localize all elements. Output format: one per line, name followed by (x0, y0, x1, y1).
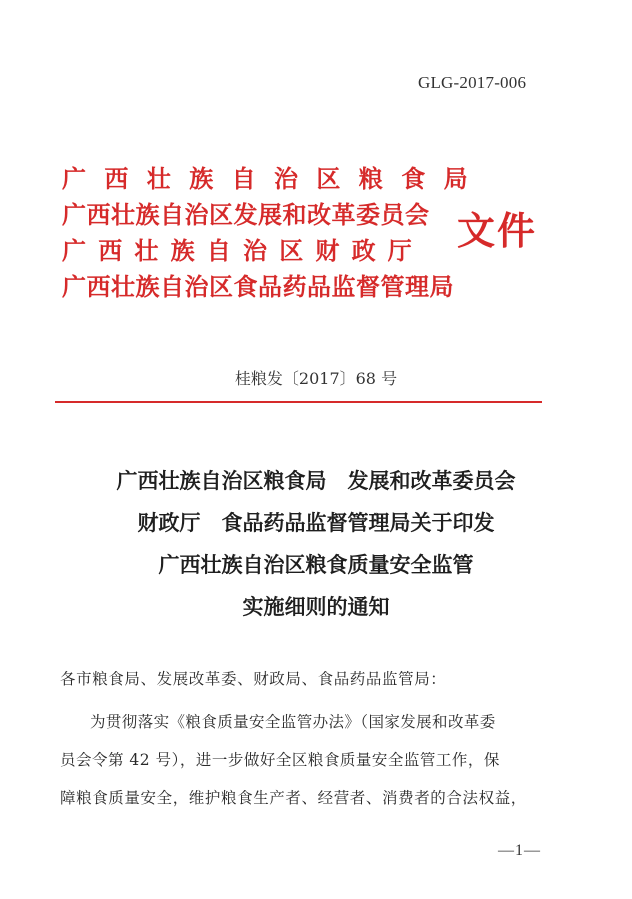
body-line-1: 为贯彻落实《粮食质量安全监管办法》（国家发展和改革委 (90, 713, 496, 731)
agency-grain-bureau: 广西壮族自治区粮食局 (62, 164, 486, 193)
agency-finance-department: 广西壮族自治区财政厅 (62, 236, 424, 265)
body-line-3: 障粮食质量安全，维护粮食生产者、经营者、消费者的合法权益， (60, 789, 527, 807)
document-code: GLG-2017-006 (418, 73, 527, 92)
red-divider-line (55, 401, 542, 403)
notice-title (0, 460, 632, 628)
agency-development-reform-commission: 广西壮族自治区发展和改革委员会 (62, 200, 430, 229)
page-number: —1— (498, 842, 541, 859)
agency-food-drug-administration: 广西壮族自治区食品药品监督管理局 (62, 272, 454, 301)
title-line-2: 财政厅 食品药品监督管理局关于印发 (137, 510, 495, 535)
body-line-2: 员会令第 42 号），进一步做好全区粮食质量安全监管工作，保 (60, 751, 500, 769)
document-number: 桂粮发〔2017〕68 号 (234, 369, 398, 388)
issuing-agencies (62, 161, 486, 305)
document-type-label: 文件 (457, 208, 538, 253)
salutation: 各市粮食局、发展改革委、财政局、食品药品监管局： (60, 670, 447, 688)
title-line-3: 广西壮族自治区粮食质量安全监管 (158, 552, 474, 577)
title-line-1: 广西壮族自治区粮食局 发展和改革委员会 (116, 468, 516, 493)
title-line-4: 实施细则的通知 (242, 594, 390, 619)
